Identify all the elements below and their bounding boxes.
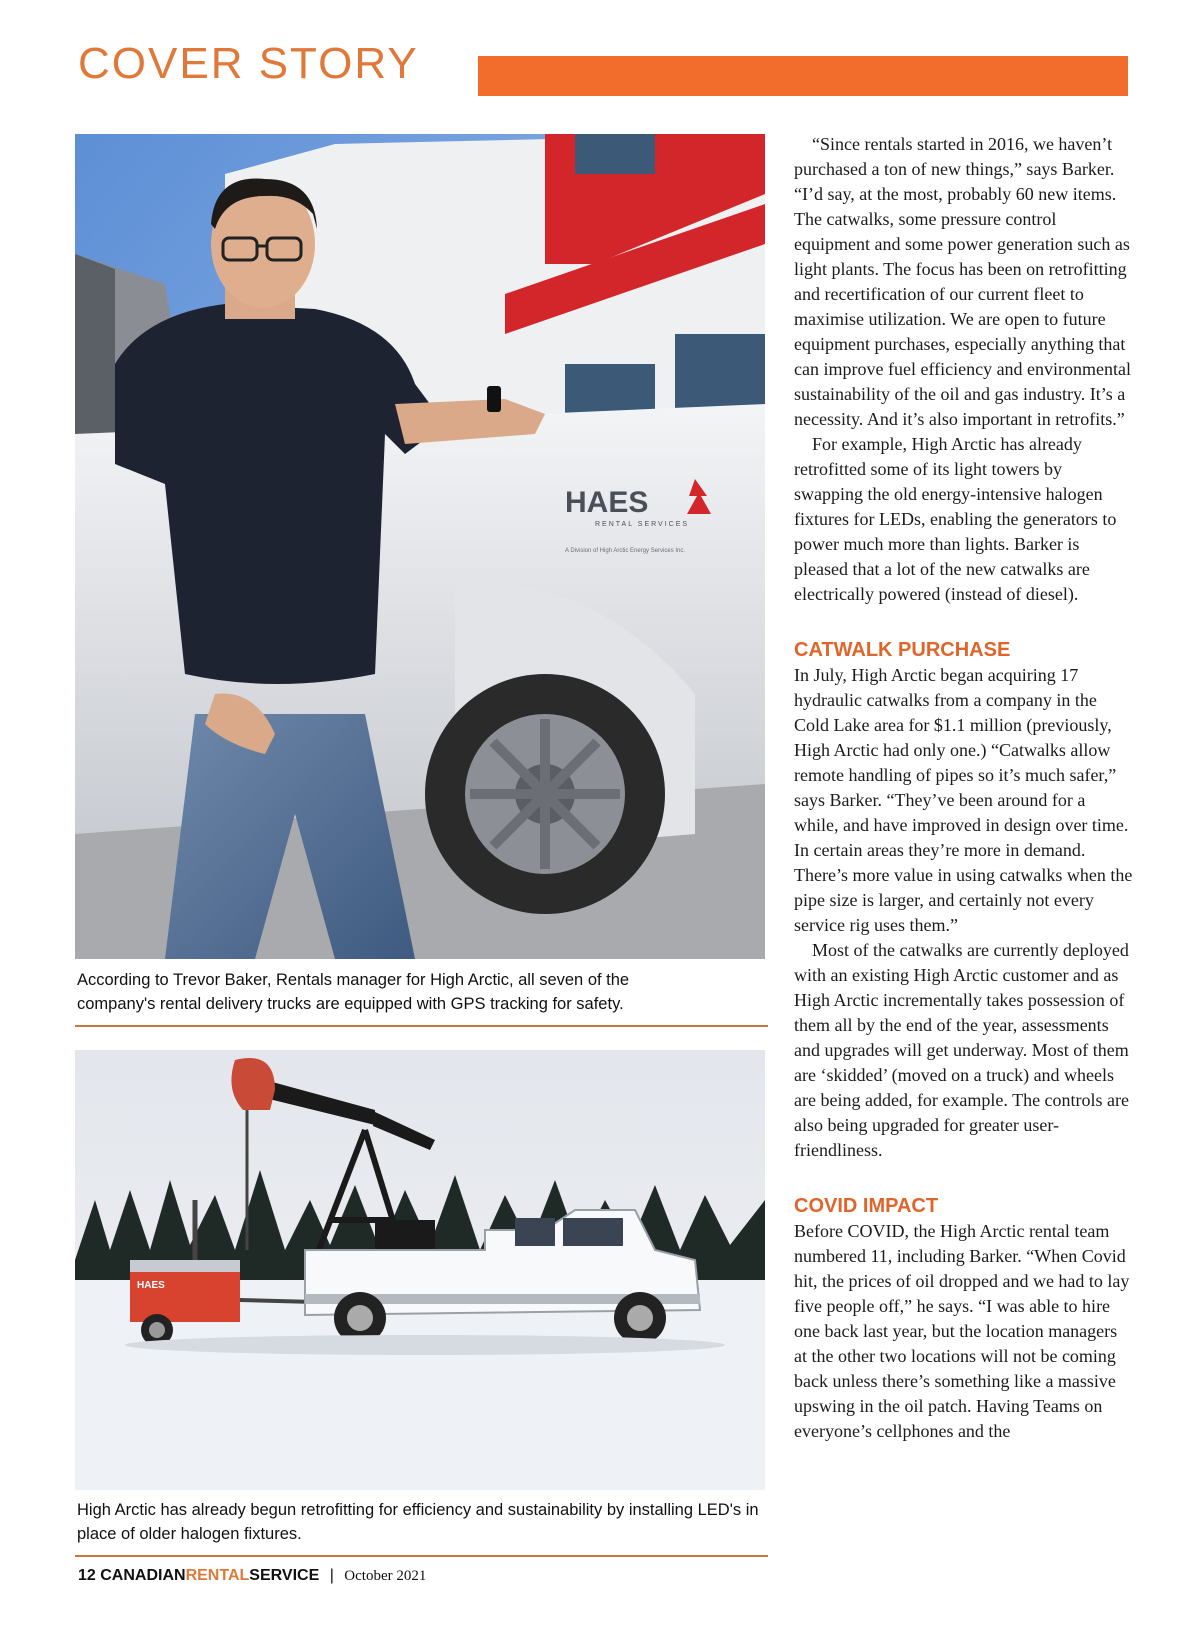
issue-date: October 2021 bbox=[344, 1568, 427, 1584]
brand-rental: RENTAL bbox=[185, 1567, 250, 1584]
header-accent-bar bbox=[478, 56, 1128, 96]
article-paragraph-2: For example, High Arctic has already retrofitted some of its light towers by swapping the old energy-intensive halogen fixtures for LEDs, enabling the generators to power much more than lights. Barker is pleased that a lot of the new catwalks are electrically powered (instead of diesel). bbox=[794, 434, 1117, 604]
trailer-logo-text: HAES bbox=[137, 1280, 165, 1291]
subheading-covid-impact: COVID IMPACT bbox=[794, 1195, 939, 1217]
brand-service: SERVICE bbox=[249, 1567, 320, 1584]
page-number: 12 bbox=[78, 1567, 96, 1584]
page-footer bbox=[78, 1567, 426, 1585]
footer-separator: | bbox=[329, 1567, 334, 1584]
article-column bbox=[794, 132, 1134, 1444]
haes-logo-subtext: RENTAL SERVICES bbox=[595, 521, 690, 528]
subheading-catwalk-purchase: CATWALK PURCHASE bbox=[794, 639, 1011, 661]
photo-man-with-truck bbox=[75, 134, 765, 959]
photo2-divider bbox=[75, 1555, 768, 1557]
photo-pumpjack-truck bbox=[75, 1050, 765, 1490]
article-paragraph-4: Most of the catwalks are currently deployed with an existing High Arctic customer and as High Arctic incrementally takes possession of them all by the end of the year, assessments and upgrades will get underway. Most of them are ‘skidded’ (moved on a truck) and wheels are being added, for example. The controls are also being upgraded for greater user-friendliness. bbox=[794, 940, 1130, 1160]
brand-canadian: CANADIAN bbox=[100, 1567, 186, 1584]
section-title: COVER STORY bbox=[78, 39, 419, 88]
photo1-caption: According to Trevor Baker, Rentals manager for High Arctic, all seven of the company's rental delivery trucks are equipped with GPS tracking for safety. bbox=[77, 971, 630, 1013]
photo1-divider bbox=[75, 1025, 768, 1027]
haes-division-text: A Division of High Arctic Energy Services Inc. bbox=[565, 548, 686, 554]
article-paragraph-1: “Since rentals started in 2016, we haven’t purchased a ton of new things,” says Barker. “I’d say, at the most, probably 60 new items. The catwalks, some pressure control equipment and some power generation such as light plants. The focus has been on retrofitting and recertification of our current fleet to maximise utilization. We are open to future equipment purchases, especially anything that can improve fuel efficiency and environmental sustainability of the oil and gas industry. It’s a necessity. And it’s also important in retrofits.” bbox=[794, 134, 1132, 429]
article-paragraph-5: Before COVID, the High Arctic rental team numbered 11, including Barker. “When Covid hit, the prices of oil dropped and we had to lay five people off,” he says. “I was able to hire one back last year, but the location managers at the other two locations will not be coming back unless there’s something like a massive upswing in the oil patch. Having Teams on everyone’s cellphones and the bbox=[794, 1221, 1130, 1441]
photo2-caption: High Arctic has already begun retrofitting for efficiency and sustainability by installing LED's in place of older halogen fixtures. bbox=[77, 1501, 759, 1543]
article-paragraph-3: In July, High Arctic began acquiring 17 hydraulic catwalks from a company in the Cold Lake area for $1.1 million (previously, High Arctic had only one.) “Catwalks allow remote handling of pipes so it’s much safer,” says Barker. “They’ve been around for a while, and have improved in design over time. In certain areas they’re more in demand. There’s more value in using catwalks when the pipe size is larger, and certainly not every service rig uses them.” bbox=[794, 665, 1133, 935]
haes-logo-text: HAES bbox=[565, 486, 649, 519]
